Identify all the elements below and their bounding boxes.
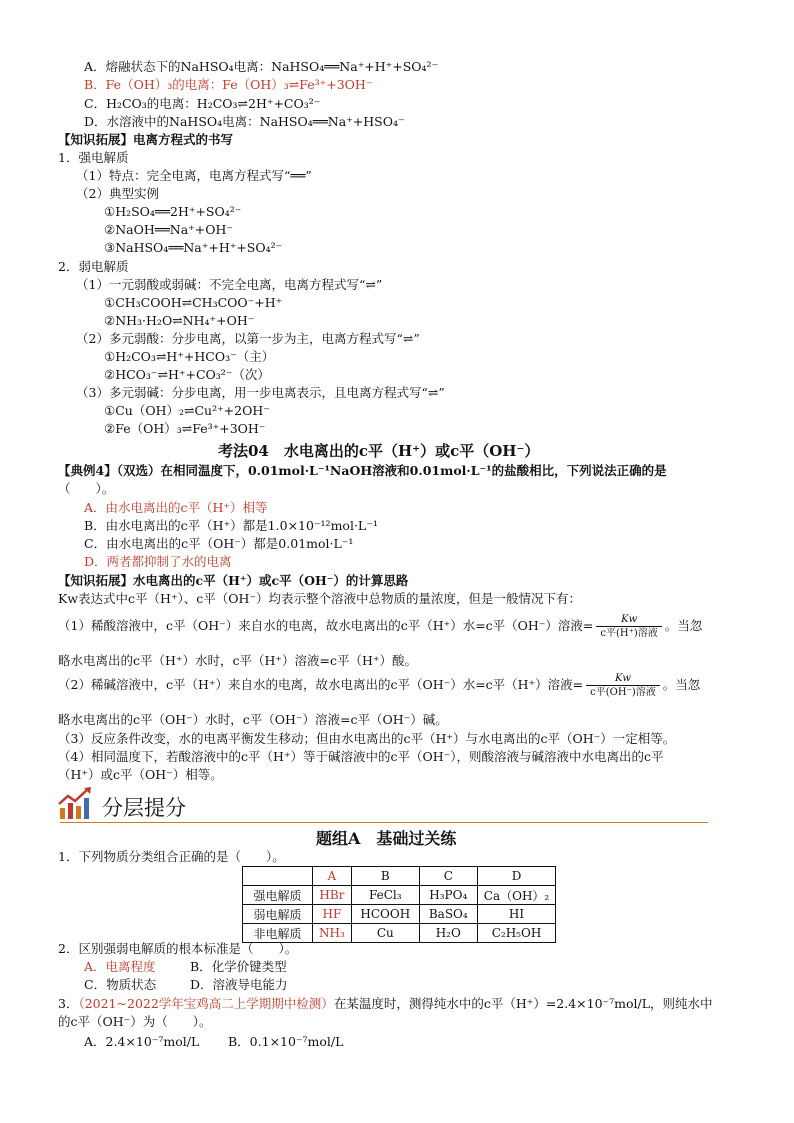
ext2-para1-cont: 略水电离出的c平（H⁺）水时，c平（H⁺）溶液=c平（H⁺）酸。 [58,653,417,668]
ext1-line: ①CH₃COOH⇌CH₃COO⁻+H⁺ [104,295,283,310]
option-a-top: A．熔融状态下的NaHSO₄电离：NaHSO₄══Na⁺+H⁺+SO₄²⁻ [84,59,439,74]
ext1-line: ①H₂SO₄══2H⁺+SO₄²⁻ [104,204,242,219]
ext1-line: （2）典型实例 [76,186,159,201]
table-cell: H₂O [419,924,477,943]
example4-stem-bracket: （ ）。 [58,481,115,496]
ext1-line: ②NH₃·H₂O⇌NH₄⁺+OH⁻ [104,313,255,328]
q2-option-b: B．化学价键类型 [190,959,287,974]
option-b-top: B．Fe（OH）₃的电离：Fe（OH）₃⇌Fe³⁺+3OH⁻ [84,77,373,92]
table-cell: HBr [313,886,352,905]
ext1-heading: 【知识拓展】电离方程式的书写 [58,132,234,147]
example4-option-c: C．由水电离出的c平（OH⁻）都是0.01mol·L⁻¹ [84,536,354,551]
ext1-line: 2．弱电解质 [58,259,129,274]
ext1-line: 1．强电解质 [58,150,129,165]
option-d-top: D．水溶液中的NaHSO₄电离：NaHSO₄══Na⁺+HSO₄⁻ [84,114,405,129]
ext2-heading: 【知识拓展】水电离出的c平（H⁺）或c平（OH⁻）的计算思路 [58,573,409,588]
ext1-line: ②NaOH══Na⁺+OH⁻ [104,222,234,237]
example4-stem [58,462,667,480]
ext1-line: （3）多元弱碱：分步电离，用一步电离表示，且电离方程式写“⇌” [76,385,445,400]
group-a-title: 题组A 基础过关练 [316,829,457,848]
table-cell: Ca（OH）₂ [477,886,555,905]
table-cell: Cu [351,924,419,943]
q3-option-b: B．0.1×10⁻⁷mol/L [228,1034,344,1049]
ext2-para2 [58,671,700,699]
ext2-intro: Kw表达式中c平（H⁺）、c平（OH⁻）均表示整个溶液中总物质的量浓度，但是一般情况下有： [58,591,582,606]
table-cell: H₃PO₄ [419,886,477,905]
kw-fraction-2 [586,672,660,699]
table-cell: 非电解质 [243,924,313,943]
ext1-line: ③NaHSO₄══Na⁺+H⁺+SO₄²⁻ [104,240,283,255]
table-cell: HCOOH [351,905,419,924]
ext1-line: ①Cu（OH）₂⇌Cu²⁺+2OH⁻ [104,403,270,418]
table-cell: A [313,867,352,886]
q2-stem: 2．区别强弱电解质的根本标准是（ ）。 [58,941,298,956]
ext2-para1-text: （1）稀酸溶液中，c平（OH⁻）来自水的电离，故水电离出的c平（H⁺）水=c平（OH⁻）溶液= [58,618,594,633]
ext1-line: （1）特点：完全电离，电离方程式写“══” [76,168,312,183]
q2-option-c: C．物质状态 [84,977,157,992]
fraction-numerator: Kw [596,613,661,627]
q3-number: 3． [58,996,79,1011]
table-row [243,886,556,905]
table-cell: C [419,867,477,886]
ext2-para4: （4）相同温度下，若酸溶液中的c平（H⁺）等于碱溶液中的c平（OH⁻），则酸溶液与碱溶液中水电离出的c平 [58,749,664,764]
table-cell: B [351,867,419,886]
table-cell: 强电解质 [243,886,313,905]
q2-option-a: A．电离程度 [84,959,156,974]
table-cell: NH₃ [313,924,352,943]
bar-chart-growth-icon [58,786,94,820]
q3-stem-cont: 的c平（OH⁻）为（ ）。 [58,1014,212,1029]
ext1-line: ②HCO₃⁻⇌H⁺+CO₃²⁻（次） [104,367,270,382]
ext2-para1-end: 。当忽 [664,618,703,633]
example4-option-a: A．由水电离出的c平（H⁺）相等 [84,500,268,515]
table-cell: D [477,867,555,886]
example4-option-d: D．两者都抑制了水的电离 [84,554,232,569]
option-c-top: C．H₂CO₃的电离：H₂CO₃⇌2H⁺+CO₃²⁻ [84,96,321,111]
banner-title: 分层提分 [102,796,186,820]
ext2-para2-cont: 略水电离出的c平（OH⁻）水时，c平（OH⁻）溶液=c平（OH⁻）碱。 [58,712,448,727]
fraction-denominator: c平(OH⁻)溶液 [590,687,656,698]
ext2-para3: （3）反应条件改变，水的电离平衡发生移动；但由水电离出的c平（H⁺）与水电离出的c平（OH⁻）一定相等。 [58,731,676,746]
ext1-line: （2）多元弱酸：分步电离，以第一步为主，电离方程式写“⇌” [76,331,420,346]
table-cell: 弱电解质 [243,905,313,924]
ext1-line: ②Fe（OH）₃⇌Fe³⁺+3OH⁻ [104,421,266,436]
example4-stem-text: 【典例4】（双选）在相同温度下，0.01mol·L⁻¹NaOH溶液和0.01mol·L⁻¹的盐酸相比，下列说法正确的是 [58,463,667,478]
q3-stem [58,995,713,1013]
ext2-para2-end: 。当忽 [662,677,701,692]
example4-option-b: B．由水电离出的c平（H⁺）都是1.0×10⁻¹²mol·L⁻¹ [84,518,378,533]
table-cell [243,867,313,886]
table-cell: FeCl₃ [351,886,419,905]
ext1-line: （1）一元弱酸或弱碱：不完全电离，电离方程式写“⇌” [76,277,383,292]
q3-source: （2021~2022学年宝鸡高二上学期期中检测） [78,996,334,1011]
ext1-line: ①H₂CO₃⇌H⁺+HCO₃⁻（主） [104,349,275,364]
q2-option-d: D．溶液导电能力 [190,977,288,992]
table-row [243,905,556,924]
table-cell: C₂H₅OH [477,924,555,943]
q1-stem: 1．下列物质分类组合正确的是（ ）。 [58,849,285,864]
fraction-numerator: Kw [586,672,660,686]
ext2-para1 [58,612,702,640]
table-header-row [243,867,556,886]
table-cell: HI [477,905,555,924]
q3-stem-text: 在某温度时，测得纯水中的c平（H⁺）=2.4×10⁻⁷mol/L，则纯水中 [333,996,713,1011]
ext2-para2-text: （2）稀碱溶液中，c平（H⁺）来自水的电离，故水电离出的c平（OH⁻）水=c平（H⁺）溶液= [58,677,584,692]
banner-divider [60,822,708,823]
fraction-denominator: c平(H⁺)溶液 [600,628,658,639]
table-cell: BaSO₄ [419,905,477,924]
section-04-title: 考法04 水电离出的c平（H⁺）或c平（OH⁻） [218,442,540,460]
table-cell: HF [313,905,352,924]
classification-table [242,866,556,943]
q3-option-a: A．2.4×10⁻⁷mol/L [84,1034,200,1049]
kw-fraction-1 [596,613,661,640]
ext2-para4-cont: （H⁺）或c平（OH⁻）相等。 [58,767,223,782]
